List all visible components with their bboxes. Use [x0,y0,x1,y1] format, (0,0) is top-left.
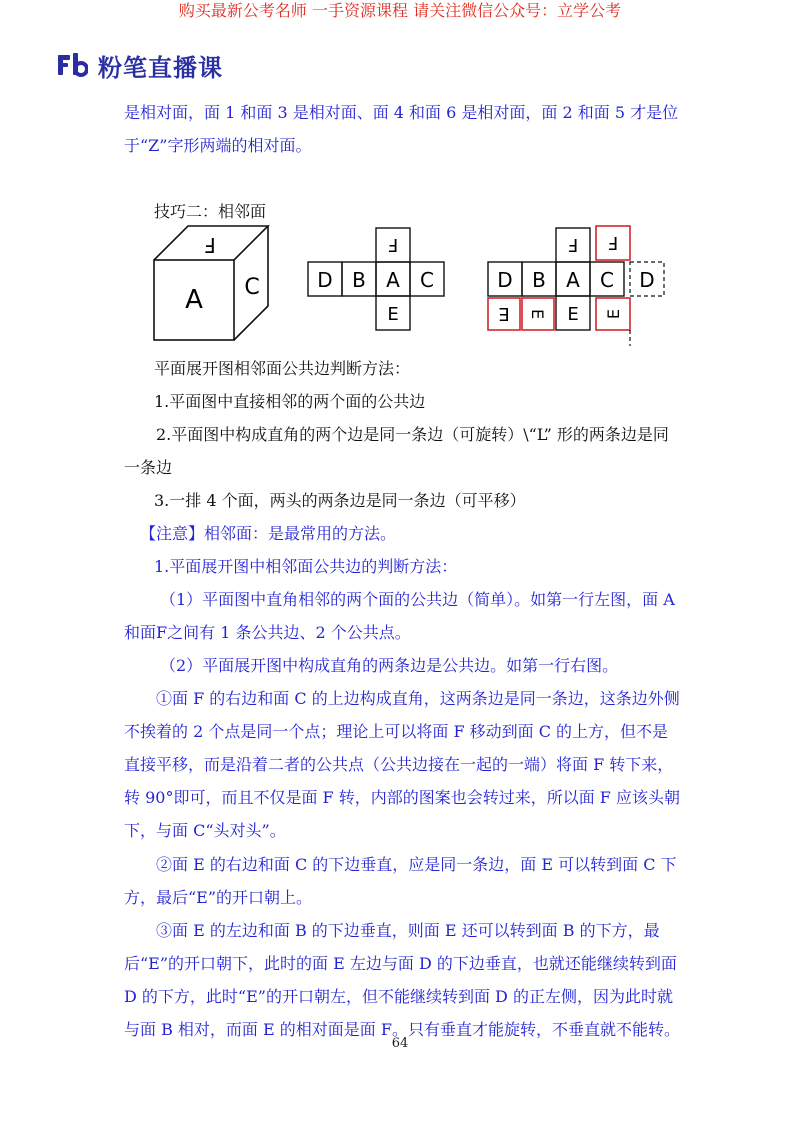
net-label-f: F [387,234,399,255]
net2-label-f-top: F [567,234,579,255]
note-text: 相邻面：是最常用的方法。 [204,524,397,543]
skill-title: 技巧二：相邻面 [154,202,267,221]
method-item-2: 2.平面图中构成直角的两个边是同一条边（可旋转）\“L” 形的两条边是同一条边 [124,425,669,477]
point-2: ②面 E 的右边和面 C 的下边垂直，应是同一条边，面 E 可以转到面 C 下方，最后“E”的开口朝上。 [124,855,677,907]
net2-label-b: B [532,268,546,292]
net2-label-e-rotated-3: E [604,308,623,320]
cube-label-top: F [204,233,216,257]
judge-item-1: （1）平面图中直角相邻的两个面的公共边（简单）。如第一行左图，面 A 和面F之间有 1 条公共边、2 个公共点。 [124,590,675,642]
net-label-a: A [386,268,400,292]
judge-title: 1.平面展开图中相邻面公共边的判断方法： [154,557,458,576]
judge-item-2: （2）平面展开图中构成直角的两条边是公共边。如第一行右图。 [160,656,619,675]
page-number: 64 [391,1036,409,1051]
note-tag: 【注意】 [140,524,205,543]
intro-paragraph: 是相对面，面 1 和面 3 是相对面、面 4 和面 6 是相对面，面 2 和面 5 才是位于“Z”字形两端的相对面。 [124,103,679,155]
net2-label-d: D [497,268,513,292]
net2-label-d-dashed: D [639,268,655,292]
net-label-d: D [317,268,333,292]
net2-label-c: C [600,268,614,292]
net-label-e: E [387,304,399,325]
net2-label-a: A [566,268,580,292]
promo-banner: 购买最新公考名师 一手资源课程 请关注微信公众号：立学公考 [178,1,622,20]
method-title: 平面展开图相邻面公共边判断方法： [154,359,411,378]
net2-label-e: E [567,304,579,325]
net-label-b: B [352,268,366,292]
point-1: ①面 F 的右边和面 C 的上边构成直角，这两条边是同一条边，这条边外侧不挨着的 2 个点是同一个点；理论上可以将面 F 移动到面 C 的上方，但不是直接平移，而是沿着二者的公共点（公共边接在一起的一端）将面 F 转下来，转 90°即可，而且不仅是面 F 转，内部的图案也会转过来，所以面 F 应该头朝下，与面 C“头对头”。 [124,689,680,840]
point-3: ③面 E 的左边和面 B 的下边垂直，则面 E 还可以转到面 B 的下方，最后“E”的开口朝下，此时的面 E 左边与面 D 的下边垂直，也就还能继续转到面 D 的下方，此时“E”的开口朝左，但不能继续转到面 D 的正左侧，因为此时就与面 B 相对，而面 E 的相对面是面 F。只有垂直才能旋转，不垂直就不能转。 [124,921,680,1039]
method-item-3: 3.一排 4 个面，两头的两条边是同一条边（可平移） [154,491,526,510]
net2-label-e-rotated-1: E [498,303,510,324]
fb-logo-icon [58,53,88,77]
adjacent-face-diagrams [150,222,670,350]
method-item-1: 1.平面图中直接相邻的两个面的公共边 [154,392,426,411]
net2-label-e-rotated-2: E [528,308,547,320]
net2-label-f-rotated: F [607,232,619,253]
cube-label-front: A [185,285,203,315]
note-line [140,517,684,550]
logo-text: 粉笔直播课 [98,53,223,82]
cube-label-right: C [244,275,260,300]
net-label-c: C [420,268,434,292]
logo [58,50,223,80]
